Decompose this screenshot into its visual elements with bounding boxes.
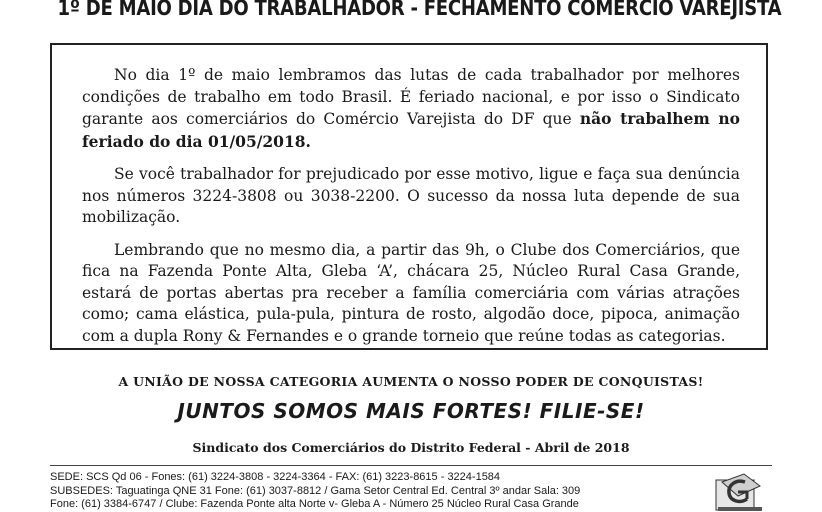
- signature-line: Sindicato dos Comerciários do Distrito Federal - Abril de 2018: [192, 440, 630, 455]
- footer-line-branches: SUBSEDES: Taguatinga QNE 31 Fone: (61) 3037-8812 / Gama Setor Central Ed. Central 3º andar Sala: 309: [50, 484, 581, 497]
- notice-paragraph-1-highlight: não trabalhem no feriado do dia 01/05/2018.: [82, 109, 740, 151]
- notice-body: [82, 65, 740, 358]
- footer-line-club: Fone: (61) 3384-6747 / Clube: Fazenda Ponte alta Norte v- Gleba A - Número 25 Núcleo Rural Casa Grande: [50, 498, 579, 510]
- notice-paragraph-1-text: No dia 1º de maio lembramos das lutas de cada trabalhador por melhores condições de trabalho em todo Brasil. É feriado nacional, e por isso o Sindicato garante aos comerciários do Comércio Varejista do DF que: [82, 66, 740, 128]
- footer-contacts: [50, 471, 690, 512]
- notice-paragraph-3: Lembrando que no mesmo dia, a partir das 9h, o Clube dos Comerciários, que fica na Fazenda Ponte Alta, Gleba ‘A’, chácara 25, Núcleo Rural Casa Grande, estará de portas abertas pra receber a família comerciária com várias atrações como; cama elástica, pula-pula, pintura de rosto, algodão doce, pipoca, animação com a dupla Rony & Fernandes e o grande torneio que reúne todas as categorias.: [82, 240, 740, 345]
- footer-divider: [50, 465, 772, 466]
- footer-line-headquarters: SEDE: SCS Qd 06 - Fones: (61) 3224-3808 - 3224-3364 - FAX: (61) 3223-8615 - 3224-1584: [50, 471, 501, 483]
- page-title: 1º DE MAIO DIA DO TRABALHADOR - FECHAMENTO COMERCIO VAREJISTA: [57, 0, 782, 20]
- union-logo-icon: [714, 470, 766, 512]
- join-slogan: JUNTOS SOMOS MAIS FORTES! FILIE-SE!: [177, 399, 645, 423]
- union-slogan: A UNIÃO DE NOSSA CATEGORIA AUMENTA O NOSSO PODER DE CONQUISTAS!: [118, 374, 704, 389]
- notice-paragraph-2: Se você trabalhador for prejudicado por esse motivo, ligue e faça sua denúncia nos números 3224-3808 ou 3038-2200. O sucesso da nossa luta depende de sua mobilização.: [82, 165, 740, 226]
- notice-box: [50, 43, 768, 350]
- notice-paragraph-1: [82, 65, 740, 153]
